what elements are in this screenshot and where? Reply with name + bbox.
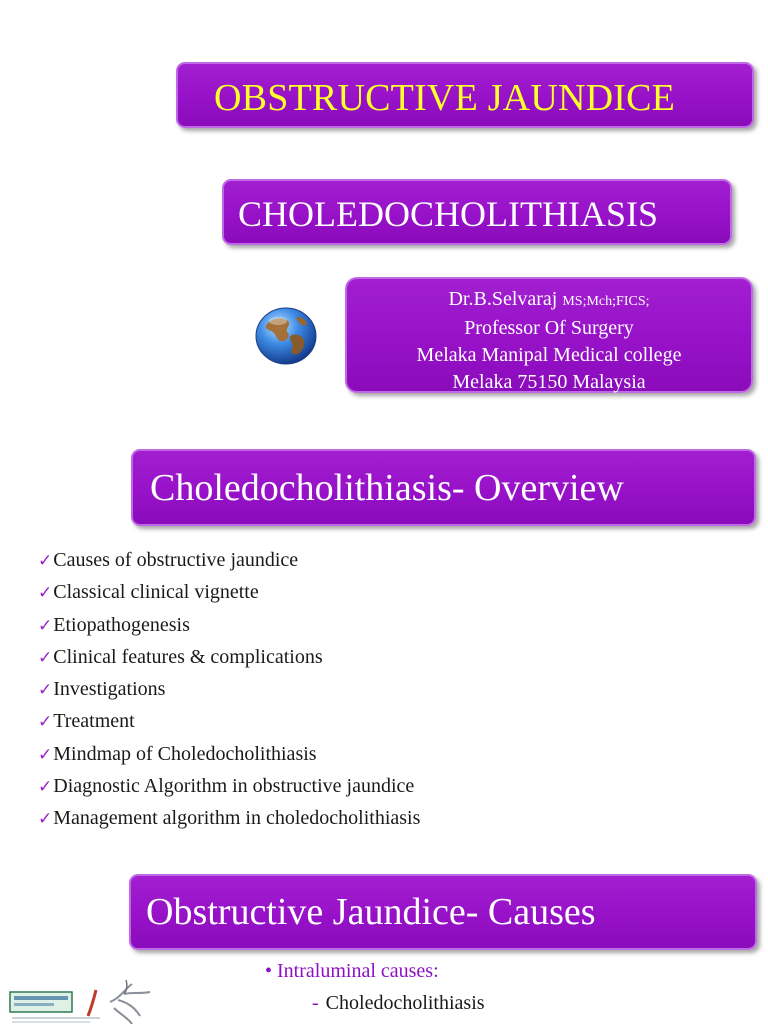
list-item: ✓Causes of obstructive jaundice [38,549,299,571]
checkmark-icon: ✓ [38,583,53,603]
overview-list [38,546,420,837]
list-item: ✓Diagnostic Algorithm in obstructive jaundice [38,775,415,798]
dash-icon: - [312,992,319,1014]
author-name: Dr.B.Selvaraj [448,288,558,310]
list-item: ✓Mindmap of Choledocholithiasis [38,742,317,765]
slide-subtitle: CHOLEDOCHOLITHIASIS [238,194,658,234]
slide-title: OBSTRUCTIVE JAUNDICE [214,77,676,119]
checkmark-icon: ✓ [38,777,53,797]
checkmark-icon: ✓ [38,680,53,700]
author-line [347,286,751,315]
list-item: ✓Investigations [38,678,166,701]
checkmark-icon: ✓ [38,809,53,829]
checkmark-icon: ✓ [38,615,53,635]
list-item: ✓Etiopathogenesis [38,613,190,636]
causes-heading: Obstructive Jaundice- Causes [146,891,596,933]
globe-icon [254,305,318,365]
list-item: ✓Management algorithm in choledocholithiasis [38,807,421,830]
author-qualifications: MS;Mch;FICS; [562,294,650,309]
checkmark-icon: ✓ [38,712,53,732]
overview-heading: Choledocholithiasis- Overview [150,467,624,509]
causes-sub-item [312,992,485,1015]
subtitle-box [222,179,732,245]
causes-bullet-text: Intraluminal causes: [277,960,439,982]
checkmark-icon: ✓ [38,744,53,764]
list-item: ✓Clinical features & complications [38,645,323,668]
checkmark-icon: ✓ [38,551,53,570]
author-address: Melaka 75150 Malaysia [452,371,646,393]
causes-sub-item-text: Choledocholithiasis [325,992,485,1014]
causes-bullet [265,960,439,983]
causes-heading-box [129,874,757,950]
checkmark-icon: ✓ [38,647,53,667]
author-institution: Melaka Manipal Medical college [416,344,682,366]
list-item: ✓Classical clinical vignette [38,581,259,604]
title-box [176,62,754,128]
overview-heading-box [131,449,756,526]
diagram-thumbnail-image [0,972,190,1024]
author-box [345,277,753,393]
list-item: ✓Treatment [38,710,135,733]
author-position: Professor Of Surgery [464,317,634,339]
bullet-icon: • [265,960,273,982]
